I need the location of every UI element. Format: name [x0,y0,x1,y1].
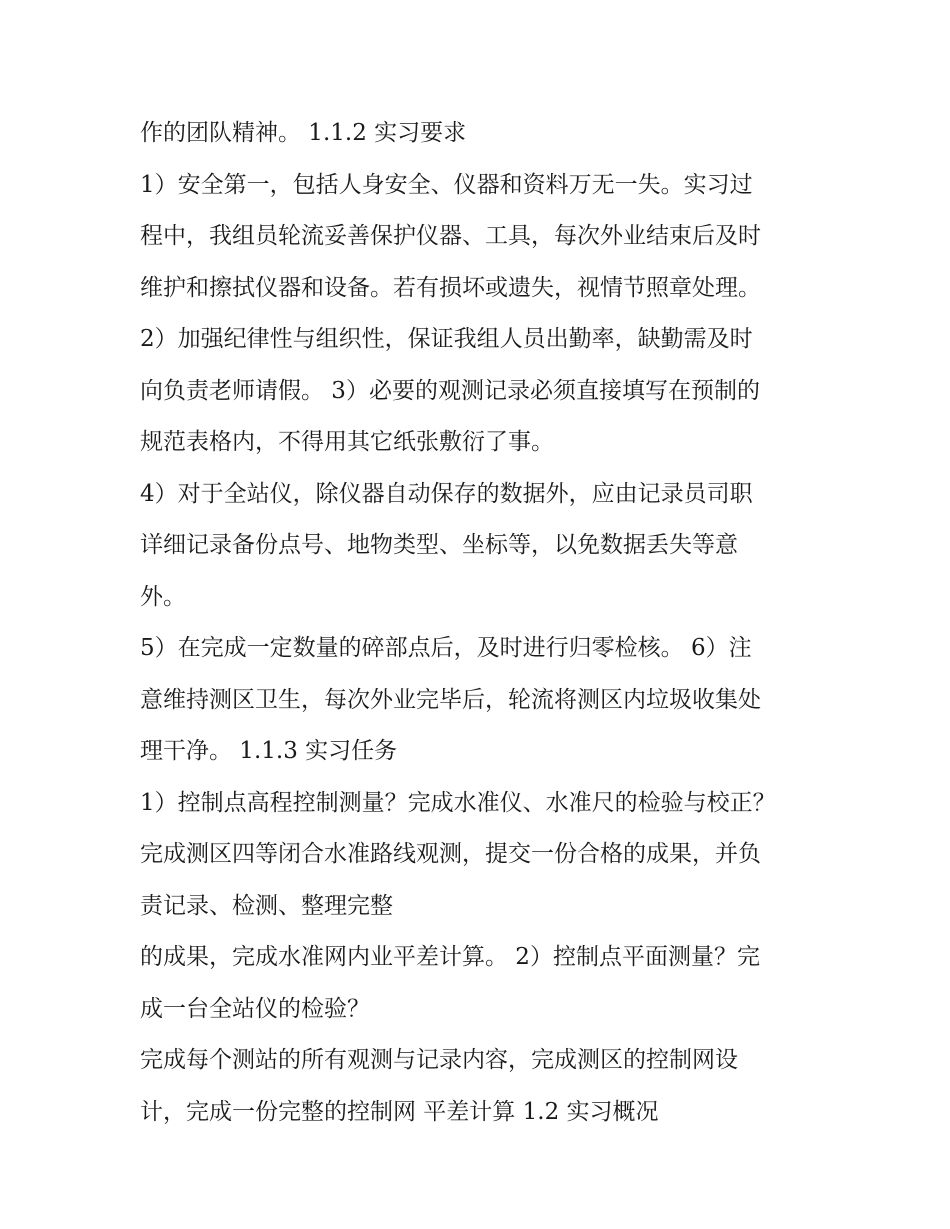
text-line: 外。 [140,583,186,610]
text-line: 详细记录备份点号、地物类型、坐标等，以免数据丢失等意 [140,532,738,558]
text-line: 意维持测区卫生，每次外业完毕后，轮流将测区内垃圾收集处 [140,686,761,713]
text-line: 的成果，完成水准网内业平差计算。 2）控制点平面测量？完 [140,944,760,970]
text-line: 2）加强纪律性与组织性，保证我组人员出勤率，缺勤需及时 [140,326,753,352]
text-line: 完成每个测站的所有观测与记录内容，完成测区的控制网设 [140,1047,738,1073]
text-line: 成一台全站仪的检验？ [140,995,370,1022]
text-line: 4）对于全站仪，除仪器自动保存的数据外，应由记录员司职 [140,480,753,507]
text-line: 计，完成一份完整的控制网 平差计算 1.2 实习概况 [140,1098,659,1125]
text-line: 维护和擦拭仪器和设备。若有损坏或遗失，视情节照章处理。 [140,274,761,301]
text-line: 1）控制点高程控制测量？完成水准仪、水准尺的检验与校正？ [140,789,776,816]
text-line: 责记录、检测、整理完整 [140,892,393,919]
text-line: 程中，我组员轮流妥善保护仪器、工具，每次外业结束后及时 [140,223,761,249]
text-line: 作的团队精神。 1.1.2 实习要求 [140,120,467,146]
text-line: 向负责老师请假。 3）必要的观测记录必须直接填写在预制的 [140,377,760,404]
body-text [140,108,820,1138]
text-line: 理干净。 1.1.3 实习任务 [140,738,398,764]
text-line: 5）在完成一定数量的碎部点后，及时进行归零检核。 6）注 [140,635,752,661]
text-line: 规范表格内，不得用其它纸张敷衍了事。 [140,429,554,455]
text-line: 1）安全第一，包括人身安全、仪器和资料万无一失。实习过 [140,171,753,198]
text-line: 完成测区四等闭合水准路线观测，提交一份合格的成果，并负 [140,841,761,867]
